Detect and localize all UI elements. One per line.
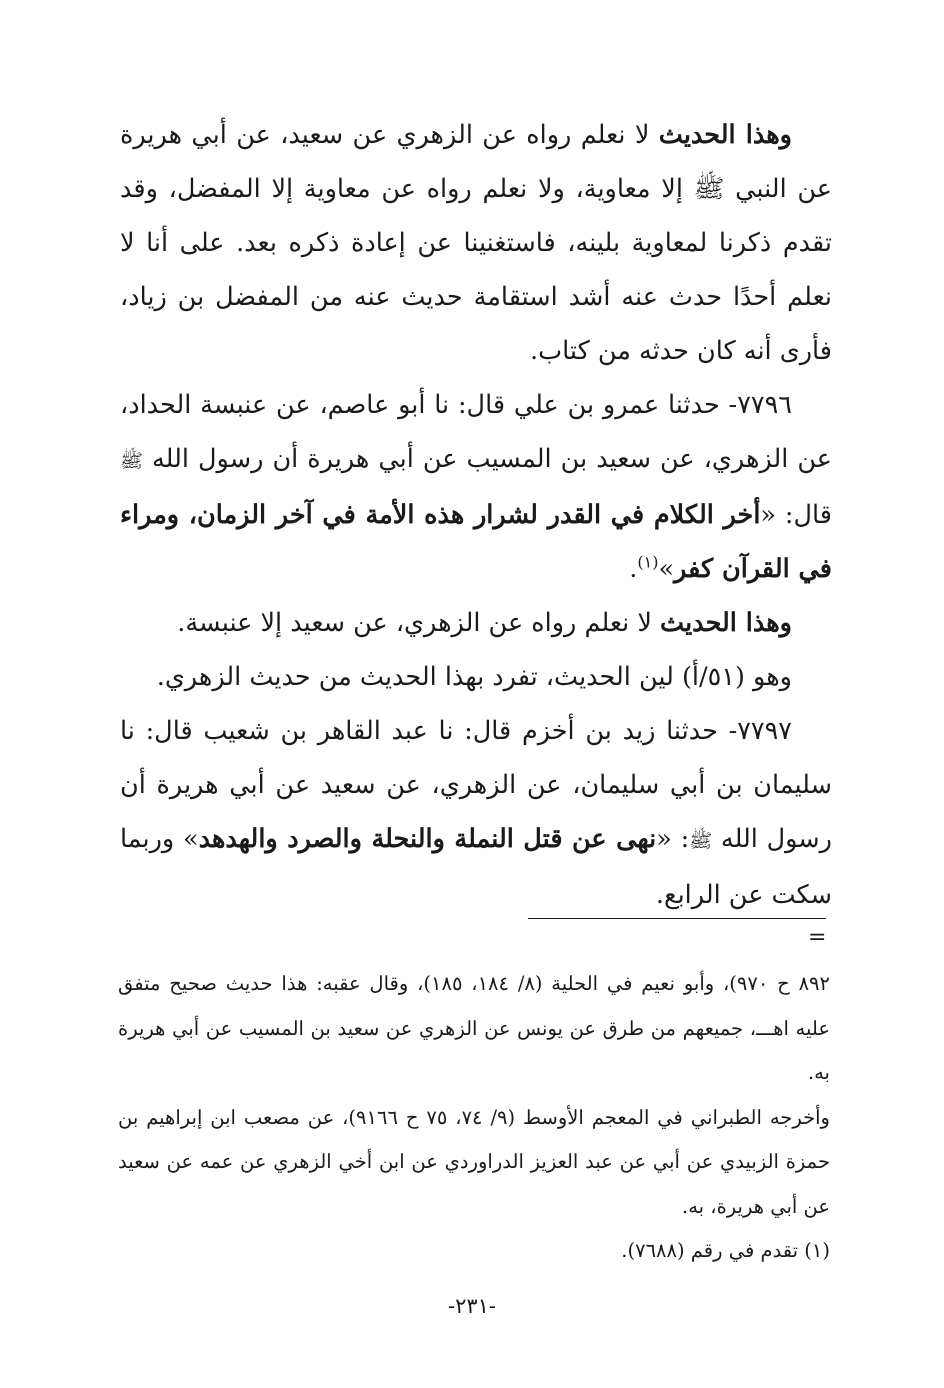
footnote-reference: (١) [637, 552, 659, 572]
page-number: -٢٣١- [447, 1294, 497, 1318]
hadith-7796 [120, 378, 832, 596]
footnote-continued-2: وأخرجه الطبراني في المعجم الأوسط (٩/ ٧٤، ٧٥ ح ٩١٦٦)، عن مصعب ابن إبراهيم بن حمزة الزبيدي عن أبي عن عبد العزيز الدراوردي عن ابن أخي الزهري عن عمه عن سعيد عن أبي هريرة، به. [118, 1105, 830, 1218]
salutation-glyph: ﷺ [120, 450, 143, 472]
hadith-matn: أخر الكلام في القدر لشرار هذه الأمة في آخر الزمان، ومراء في القرآن كفر [120, 500, 832, 584]
paragraph-text: لا نعلم رواه عن الزهري عن سعيد، عن أبي هريرة عن النبي ﷺ إلا معاوية، ولا نعلم رواه عن معاوية إلا المفضل، وقد تقدم ذكرنا لمعاوية بلينه، فاستغنينا عن إعادة ذكره بعد. على أنا لا نعلم أحدًا حدث عنه أشد استقامة حديث عنه من المفضل بن زياد، فأرى أنه كان حدثه من كتاب. [120, 120, 832, 366]
footnote-1: (١) تقدم في رقم (٧٦٨٨). [621, 1239, 830, 1262]
hadith-quote-close: » وربما سكت عن الرابع. [120, 824, 832, 910]
paragraph-commentary-3: وهو (٥١/أ) لين الحديث، تفرد بهذا الحديث من حديث الزهري. [156, 662, 792, 692]
hadith-said: : « [656, 824, 690, 854]
hadith-isnad: حدثنا عمرو بن علي قال: نا أبو عاصم، عن عنبسة الحداد، عن الزهري، عن سعيد بن المسيب عن أبي هريرة أن رسول الله [120, 390, 832, 474]
footnote-continuation-mark: = [808, 925, 827, 950]
paragraph-commentary-1 [120, 108, 832, 378]
paragraph-lead: وهذا الحديث [658, 120, 792, 150]
hadith-matn: نهى عن قتل النملة والنحلة والصرد والهدهد [198, 824, 657, 854]
hadith-isnad: حدثنا زيد بن أخزم قال: نا عبد القاهر بن شعيب قال: نا سليمان بن أبي سليمان، عن الزهري، عن سعيد عن أبي هريرة أن رسول الله [120, 716, 832, 854]
hadith-said: قال: « [760, 500, 832, 530]
hadith-quote-close: » [658, 554, 675, 584]
main-text [120, 108, 832, 922]
footnotes [118, 962, 830, 1274]
paragraph-commentary-2 [120, 596, 832, 650]
hadith-7797 [120, 704, 832, 922]
salutation-glyph: ﷺ [689, 830, 713, 852]
paragraph-lead: وهذا الحديث [660, 608, 792, 638]
footnote-continued-1: ٨٩٢ ح ٩٧٠)، وأبو نعيم في الحلية (٨/ ١٨٤، ١٨٥)، وقال عقبه: هذا حديث صحيح متفق عليه اهـــ، جميعهم من طرق عن يونس عن الزهري عن سعيد بن المسيب عن أبي هريرة به. [118, 972, 830, 1084]
hadith-end: . [629, 554, 638, 584]
footnote-separator [528, 918, 826, 919]
hadith-number: ٧٧٩٧- [717, 716, 792, 746]
paragraph-text: لا نعلم رواه عن الزهري، عن سعيد إلا عنبسة. [177, 608, 661, 638]
hadith-number: ٧٧٩٦- [719, 390, 792, 420]
